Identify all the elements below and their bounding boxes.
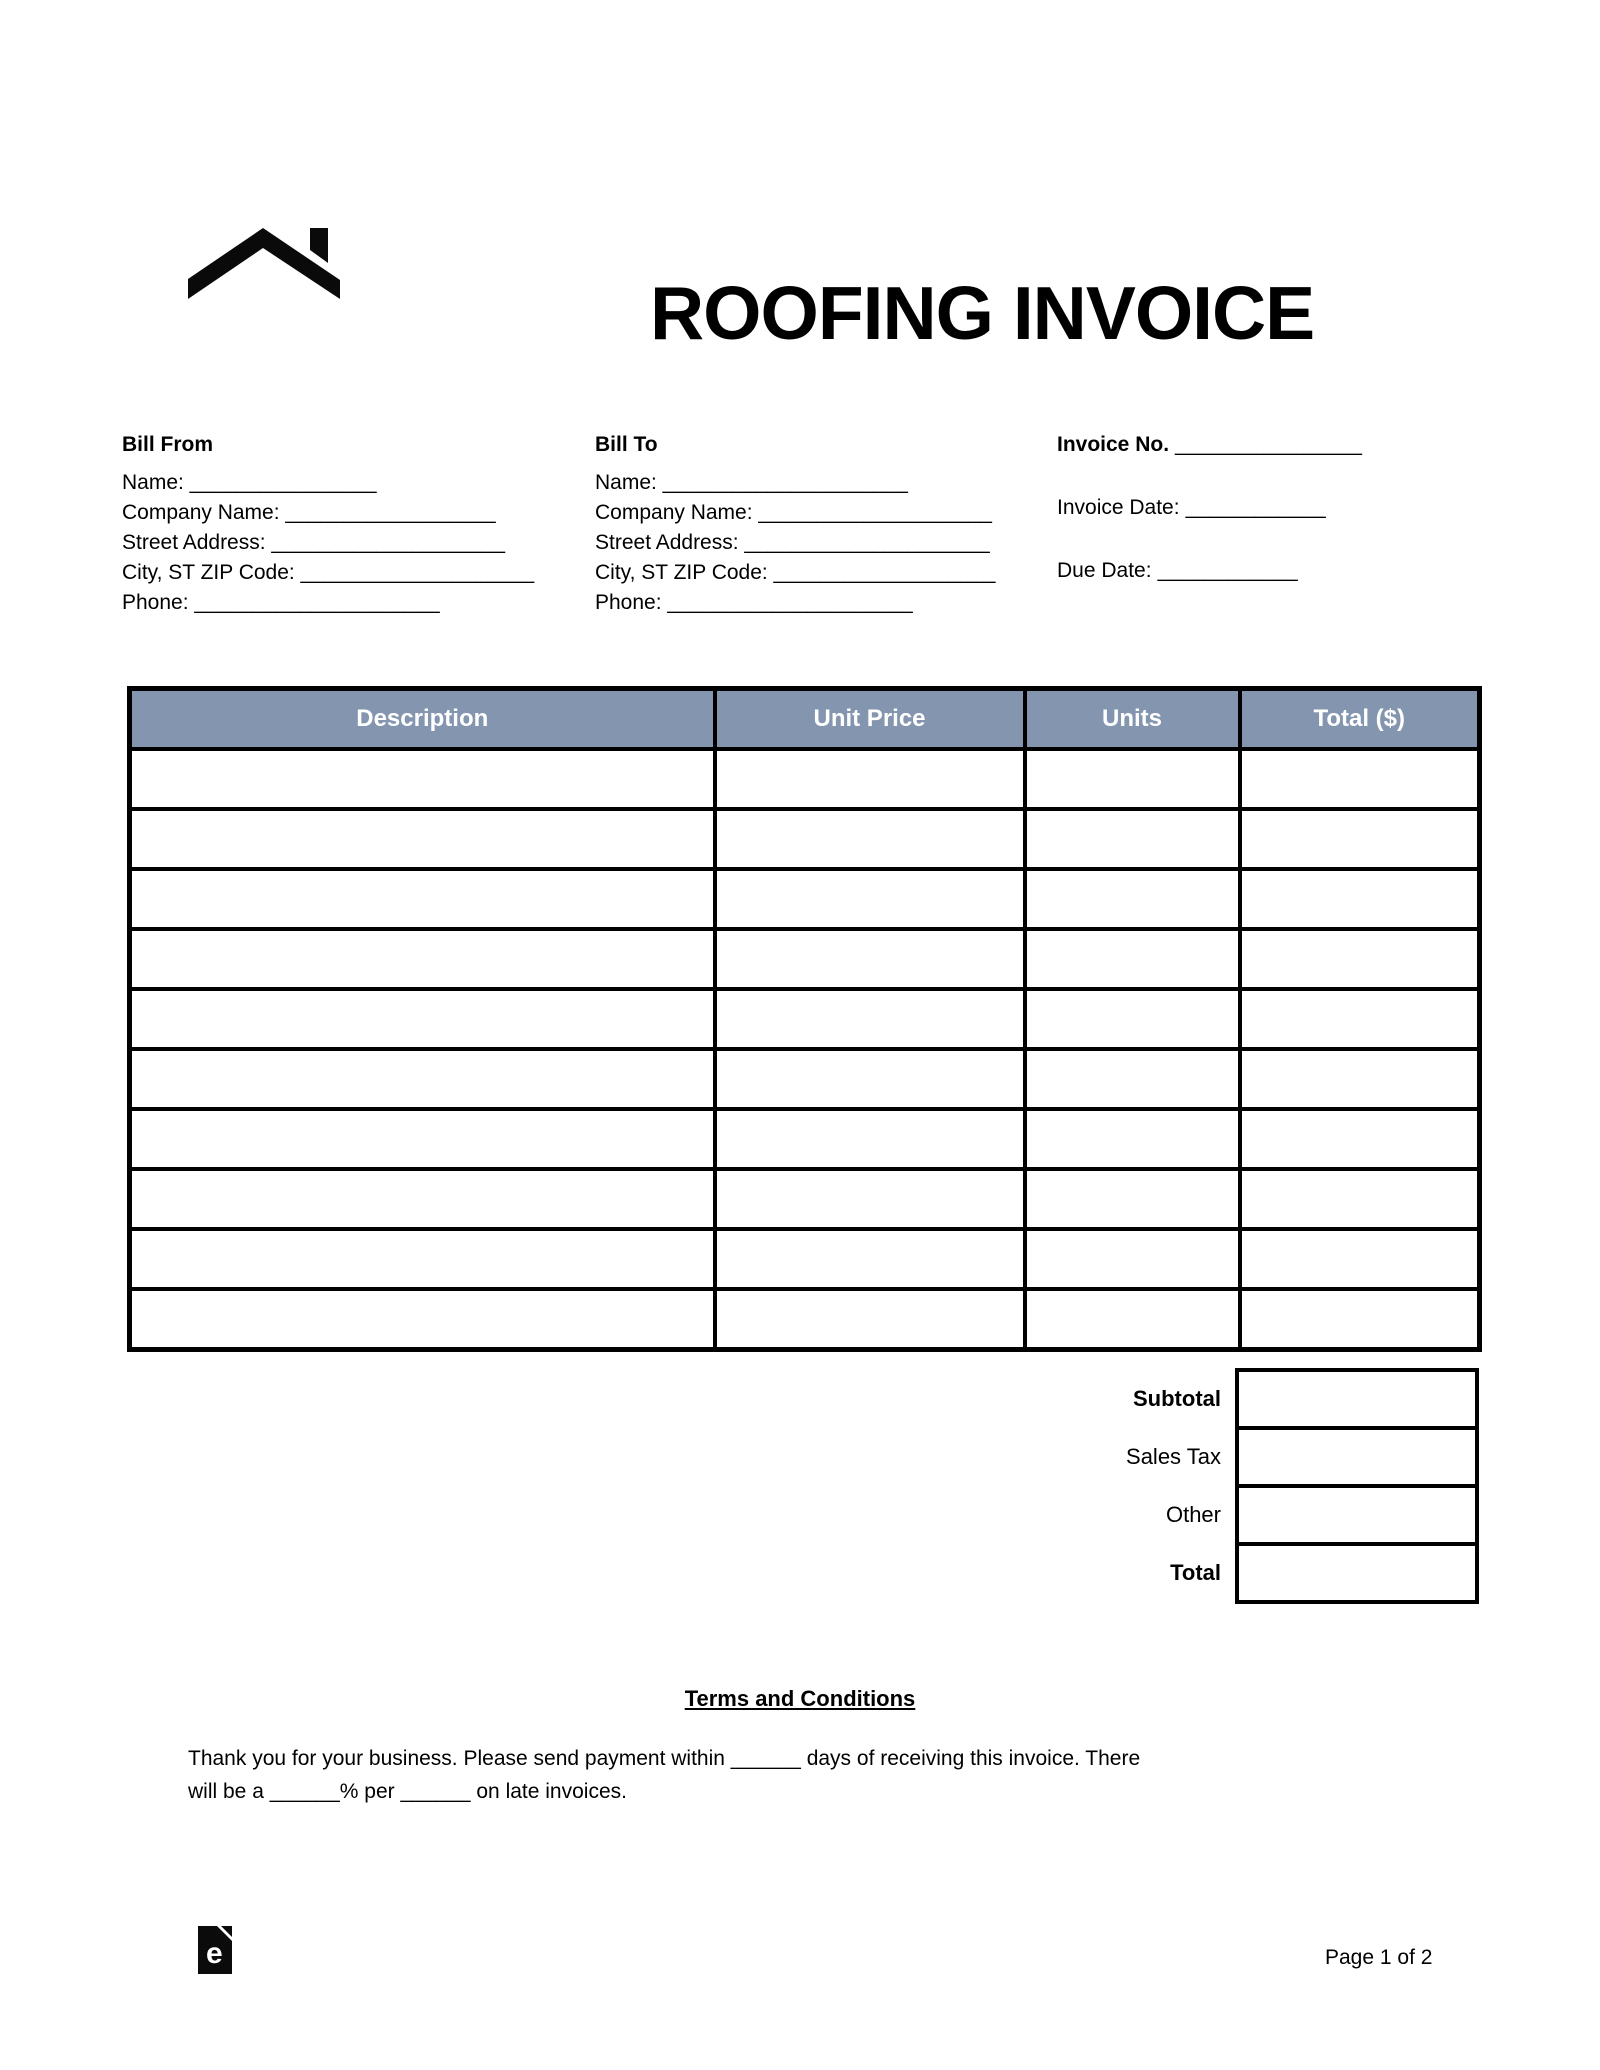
svg-text:e: e — [206, 1937, 223, 1970]
item-cell[interactable] — [1025, 869, 1240, 929]
eforms-logo-icon — [198, 1926, 232, 1974]
invoice-date-label: Invoice Date: — [1057, 496, 1180, 519]
invoice-date-field[interactable] — [1057, 493, 1362, 523]
invoice-meta-section — [1057, 430, 1362, 619]
bill-from-phone-field[interactable]: Phone: _____________________ — [122, 591, 440, 614]
item-row — [130, 809, 1480, 869]
column-header-unit-price: Unit Price — [715, 689, 1025, 750]
summary-value-box[interactable] — [1237, 1428, 1477, 1486]
item-cell[interactable] — [715, 869, 1025, 929]
item-row — [130, 1169, 1480, 1229]
invoice-date-blank[interactable]: ____________ — [1185, 496, 1326, 519]
item-row — [130, 989, 1480, 1049]
summary-label: Sales Tax — [1126, 1444, 1221, 1469]
roof-icon — [188, 228, 340, 300]
bill-to-street-field[interactable]: Street Address: _____________________ — [595, 531, 990, 554]
bill-to-name-field[interactable]: Name: _____________________ — [595, 471, 908, 494]
item-cell[interactable] — [715, 1229, 1025, 1289]
summary-label: Subtotal — [1133, 1386, 1221, 1411]
terms-heading: Terms and Conditions — [684, 1686, 916, 1711]
item-cell[interactable] — [1025, 1109, 1240, 1169]
item-cell[interactable] — [1025, 749, 1240, 809]
item-cell[interactable] — [130, 749, 715, 809]
item-cell[interactable] — [1240, 1229, 1480, 1289]
item-cell[interactable] — [1025, 1169, 1240, 1229]
invoice-number-label: Invoice No. — [1057, 433, 1170, 456]
bill-to-city-field[interactable]: City, ST ZIP Code: ___________________ — [595, 561, 996, 584]
column-header-units: Units — [1025, 689, 1240, 750]
item-cell[interactable] — [130, 1229, 715, 1289]
item-row — [130, 929, 1480, 989]
items-table — [127, 686, 1482, 1352]
item-row — [130, 1109, 1480, 1169]
item-cell[interactable] — [130, 929, 715, 989]
column-header-total: Total ($) — [1240, 689, 1480, 750]
item-cell[interactable] — [1240, 1289, 1480, 1350]
bill-to-section — [595, 430, 995, 618]
summary-row — [127, 1486, 1477, 1544]
bill-to-phone-field[interactable]: Phone: _____________________ — [595, 591, 913, 614]
item-cell[interactable] — [1025, 1049, 1240, 1109]
terms-line-2: will be a ______% per ______ on late invoices. — [188, 1780, 627, 1803]
item-cell[interactable] — [715, 1049, 1025, 1109]
item-cell[interactable] — [130, 809, 715, 869]
item-cell[interactable] — [130, 989, 715, 1049]
item-cell[interactable] — [715, 749, 1025, 809]
item-cell[interactable] — [1240, 809, 1480, 869]
summary-value-box[interactable] — [1237, 1370, 1477, 1428]
terms-paragraph — [188, 1742, 1408, 1808]
item-cell[interactable] — [130, 1049, 715, 1109]
item-cell[interactable] — [1240, 749, 1480, 809]
summary-value-box[interactable] — [1237, 1486, 1477, 1544]
due-date-label: Due Date: — [1057, 559, 1152, 582]
bill-from-section — [122, 430, 534, 618]
due-date-blank[interactable]: ____________ — [1157, 559, 1298, 582]
due-date-field[interactable] — [1057, 556, 1362, 586]
summary-table — [127, 1368, 1479, 1604]
item-row — [130, 869, 1480, 929]
item-cell[interactable] — [715, 929, 1025, 989]
item-cell[interactable] — [1025, 809, 1240, 869]
summary-row — [127, 1370, 1477, 1428]
item-cell[interactable] — [715, 989, 1025, 1049]
item-cell[interactable] — [1025, 989, 1240, 1049]
item-cell[interactable] — [1240, 1169, 1480, 1229]
items-header-row — [130, 689, 1480, 750]
summary-label: Total — [1170, 1560, 1221, 1585]
item-cell[interactable] — [715, 1289, 1025, 1350]
item-row — [130, 749, 1480, 809]
item-cell[interactable] — [1025, 1289, 1240, 1350]
item-cell[interactable] — [1240, 1049, 1480, 1109]
bill-from-city-field[interactable]: City, ST ZIP Code: ____________________ — [122, 561, 535, 584]
summary-row — [127, 1428, 1477, 1486]
item-cell[interactable] — [1240, 869, 1480, 929]
bill-from-street-field[interactable]: Street Address: ____________________ — [122, 531, 505, 554]
bill-to-heading: Bill To — [595, 433, 658, 456]
item-cell[interactable] — [1240, 929, 1480, 989]
bill-to-company-field[interactable]: Company Name: ____________________ — [595, 501, 992, 524]
item-cell[interactable] — [130, 1169, 715, 1229]
summary-value-box[interactable] — [1237, 1544, 1477, 1602]
column-header-description: Description — [130, 689, 715, 750]
summary-label: Other — [1165, 1502, 1221, 1527]
item-cell[interactable] — [1240, 989, 1480, 1049]
item-cell[interactable] — [1240, 1109, 1480, 1169]
item-cell[interactable] — [715, 1169, 1025, 1229]
item-row — [130, 1049, 1480, 1109]
item-cell[interactable] — [1025, 1229, 1240, 1289]
item-cell[interactable] — [715, 809, 1025, 869]
bill-from-heading: Bill From — [122, 433, 214, 456]
terms-line-1: Thank you for your business. Please send payment within ______ days of receiving this invoice. There — [188, 1747, 1141, 1770]
page-title: ROOFING INVOICE — [650, 271, 1315, 355]
item-row — [130, 1289, 1480, 1350]
bill-from-company-field[interactable]: Company Name: __________________ — [122, 501, 496, 524]
summary-row — [127, 1544, 1477, 1602]
item-cell[interactable] — [130, 1109, 715, 1169]
item-cell[interactable] — [130, 869, 715, 929]
bill-from-name-field[interactable]: Name: ________________ — [122, 471, 377, 494]
item-cell[interactable] — [130, 1289, 715, 1350]
item-row — [130, 1229, 1480, 1289]
item-cell[interactable] — [715, 1109, 1025, 1169]
invoice-number-blank[interactable]: ________________ — [1175, 433, 1362, 456]
page-number: Page 1 of 2 — [1325, 1946, 1433, 1969]
item-cell[interactable] — [1025, 929, 1240, 989]
invoice-number-field[interactable] — [1057, 430, 1362, 460]
